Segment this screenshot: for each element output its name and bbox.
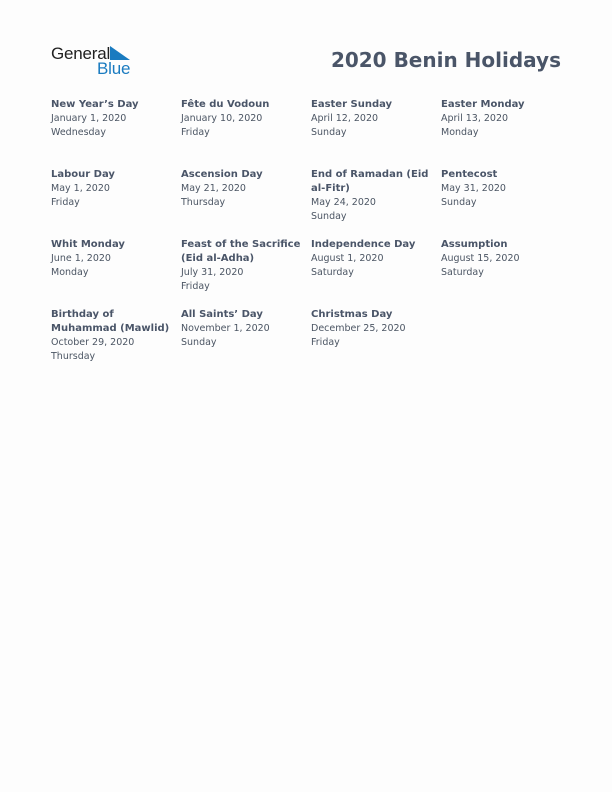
holiday-name: Assumption <box>441 239 508 250</box>
holiday-entry <box>181 238 303 294</box>
holiday-date: December 25, 2020 <box>311 323 406 334</box>
holiday-entry <box>181 98 303 140</box>
holiday-date: August 1, 2020 <box>311 253 384 264</box>
holiday-entry <box>311 308 433 350</box>
holiday-weekday: Saturday <box>441 267 484 278</box>
holiday-entry <box>51 168 173 210</box>
holiday-weekday: Sunday <box>441 197 477 208</box>
holiday-weekday: Monday <box>441 127 479 138</box>
logo-word-general: General <box>51 44 111 63</box>
holiday-entry <box>181 168 303 210</box>
holiday-name: End of Ramadan (Eid al-Fitr) <box>311 169 429 194</box>
holiday-date: May 31, 2020 <box>441 183 506 194</box>
holiday-entry <box>51 308 173 364</box>
holiday-entry <box>441 238 563 280</box>
holiday-name: Pentecost <box>441 169 498 180</box>
holiday-weekday: Thursday <box>51 351 96 362</box>
holiday-name: Whit Monday <box>51 239 125 250</box>
holiday-date: April 13, 2020 <box>441 113 509 124</box>
holiday-weekday: Thursday <box>181 197 226 208</box>
holiday-date: April 12, 2020 <box>311 113 379 124</box>
holiday-date: August 15, 2020 <box>441 253 520 264</box>
holiday-date: May 21, 2020 <box>181 183 246 194</box>
holiday-entry <box>51 98 173 140</box>
holiday-weekday: Sunday <box>181 337 217 348</box>
holiday-weekday: Friday <box>181 281 210 292</box>
holiday-name: Easter Sunday <box>311 99 393 110</box>
holiday-entry <box>311 98 433 140</box>
holiday-name: Feast of the Sacrifice (Eid al-Adha) <box>181 239 301 264</box>
holiday-weekday: Monday <box>51 267 89 278</box>
holiday-date: October 29, 2020 <box>51 337 135 348</box>
holiday-weekday: Friday <box>311 337 340 348</box>
holiday-name: Ascension Day <box>181 169 263 180</box>
holiday-weekday: Friday <box>181 127 210 138</box>
holiday-entry <box>181 308 303 350</box>
holiday-weekday: Sunday <box>311 211 347 222</box>
logo-flag-icon <box>110 46 130 60</box>
holiday-entry <box>311 168 433 224</box>
holiday-date: November 1, 2020 <box>181 323 270 334</box>
holiday-entry <box>51 238 173 280</box>
holiday-date: July 31, 2020 <box>181 267 244 278</box>
logo-word-blue: Blue <box>97 59 131 78</box>
generalblue-logo <box>51 44 141 78</box>
holiday-name: All Saints’ Day <box>181 309 263 320</box>
holiday-entry <box>311 238 433 280</box>
page-title: 2020 Benin Holidays <box>330 48 561 72</box>
holiday-weekday: Saturday <box>311 267 354 278</box>
holiday-name: Birthday of Muhammad (Mawlid) <box>51 309 170 334</box>
holiday-date: June 1, 2020 <box>51 253 111 264</box>
holiday-date: May 24, 2020 <box>311 197 376 208</box>
holiday-date: January 1, 2020 <box>51 113 127 124</box>
holiday-name: Fête du Vodoun <box>181 99 270 110</box>
holiday-name: Easter Monday <box>441 99 525 110</box>
holiday-entry <box>441 168 563 210</box>
holiday-date: January 10, 2020 <box>181 113 263 124</box>
holiday-name: New Year’s Day <box>51 99 139 110</box>
holiday-weekday: Sunday <box>311 127 347 138</box>
holiday-name: Christmas Day <box>311 309 393 320</box>
holiday-weekday: Wednesday <box>51 127 107 138</box>
holiday-entry <box>441 98 563 140</box>
holiday-date: May 1, 2020 <box>51 183 110 194</box>
holiday-weekday: Friday <box>51 197 80 208</box>
holiday-name: Labour Day <box>51 169 115 180</box>
holiday-name: Independence Day <box>311 239 416 250</box>
